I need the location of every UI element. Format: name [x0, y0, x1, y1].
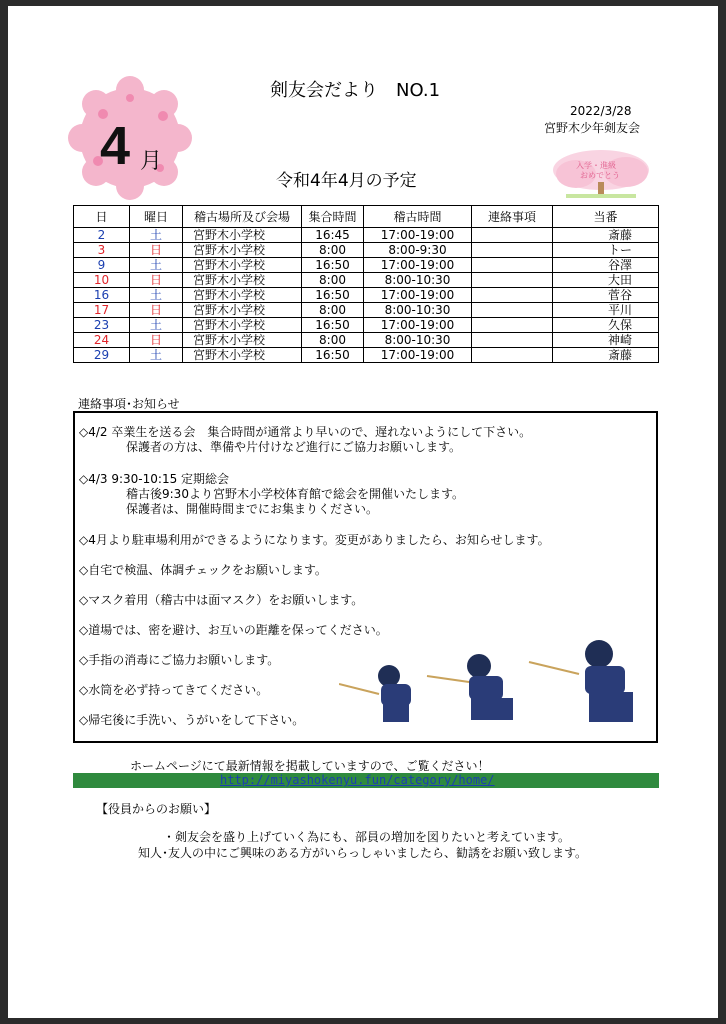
- table-row: [74, 258, 659, 273]
- practice-time-cell: 8:00-9:30: [364, 243, 472, 258]
- duty-cell: 菅谷: [553, 288, 659, 303]
- notice-item: [79, 713, 304, 728]
- gather-time-cell: 8:00: [302, 333, 364, 348]
- request-title: 【役員からのお願い】: [96, 802, 217, 816]
- note-cell: [472, 228, 553, 243]
- duty-cell: 大田: [553, 273, 659, 288]
- note-cell: [472, 243, 553, 258]
- weekday-cell: 土: [130, 258, 183, 273]
- notices-box: [73, 411, 658, 743]
- place-cell: 宮野木小学校: [183, 288, 302, 303]
- note-cell: [472, 303, 553, 318]
- col-day: 日: [74, 206, 130, 228]
- note-cell: [472, 273, 553, 288]
- notice-item: [79, 472, 464, 517]
- note-cell: [472, 333, 553, 348]
- notice-subline: 保護者は、開催時間までにお集まりください。: [126, 502, 379, 516]
- schedule-heading: 令和4年4月の予定: [276, 171, 417, 191]
- day-cell: 17: [74, 303, 130, 318]
- place-cell: 宮野木小学校: [183, 318, 302, 333]
- month-number: 4: [100, 116, 131, 176]
- kendo-players-illustration: [339, 634, 649, 734]
- gather-time-cell: 16:50: [302, 348, 364, 363]
- notice-item: [79, 563, 327, 578]
- notice-item: [79, 653, 279, 668]
- table-row: [74, 303, 659, 318]
- duty-cell: トー: [553, 243, 659, 258]
- notice-item: [79, 533, 550, 548]
- practice-time-cell: 8:00-10:30: [364, 333, 472, 348]
- place-cell: 宮野木小学校: [183, 258, 302, 273]
- duty-cell: 斎藤: [553, 228, 659, 243]
- day-cell: 3: [74, 243, 130, 258]
- day-cell: 10: [74, 273, 130, 288]
- weekday-cell: 日: [130, 333, 183, 348]
- notice-line: ◇水筒を必ず持ってきてください。: [79, 683, 269, 697]
- col-weekday: 曜日: [130, 206, 183, 228]
- day-cell: 29: [74, 348, 130, 363]
- notice-subline: 稽古後9:30より宮野木小学校体育館で総会を開催いたします。: [126, 487, 464, 501]
- place-cell: 宮野木小学校: [183, 273, 302, 288]
- gather-time-cell: 8:00: [302, 273, 364, 288]
- weekday-cell: 土: [130, 288, 183, 303]
- request-line-1: ・剣友会を盛り上げていく為にも、部員の増加を図りたいと考えています。: [163, 830, 571, 844]
- notice-item: [79, 593, 363, 608]
- weekday-cell: 日: [130, 243, 183, 258]
- schedule-table: [73, 205, 659, 363]
- practice-time-cell: 17:00-19:00: [364, 288, 472, 303]
- notice-item: [79, 425, 531, 455]
- table-header-row: [74, 206, 659, 228]
- practice-time-cell: 17:00-19:00: [364, 258, 472, 273]
- place-cell: 宮野木小学校: [183, 348, 302, 363]
- notice-line: ◇4/2 卒業生を送る会 集合時間が通常より早いので、遅れないようにして下さい。: [79, 425, 532, 439]
- notice-line: ◇手指の消毒にご協力お願いします。: [79, 653, 280, 667]
- table-row: [74, 333, 659, 348]
- table-row: [74, 318, 659, 333]
- table-row: [74, 243, 659, 258]
- col-practice-time: 稽古時間: [364, 206, 472, 228]
- request-line-2: 知人･友人の中にご興味のある方がいらっしゃいましたら、勧誘をお願い致します。: [138, 846, 588, 860]
- practice-time-cell: 8:00-10:30: [364, 303, 472, 318]
- duty-cell: 久保: [553, 318, 659, 333]
- gather-time-cell: 8:00: [302, 303, 364, 318]
- place-cell: 宮野木小学校: [183, 243, 302, 258]
- homepage-link[interactable]: http://miyashokenyu.fun/category/home/: [220, 773, 495, 787]
- homepage-notice: ホームページにて最新情報を掲載していますので、ご覧ください！: [130, 759, 490, 773]
- place-cell: 宮野木小学校: [183, 303, 302, 318]
- newsletter-title: 剣友会だより NO.1: [270, 80, 441, 101]
- practice-time-cell: 17:00-19:00: [364, 228, 472, 243]
- table-row: [74, 348, 659, 363]
- weekday-cell: 土: [130, 318, 183, 333]
- day-cell: 2: [74, 228, 130, 243]
- col-notes: 連絡事項: [472, 206, 553, 228]
- gather-time-cell: 8:00: [302, 243, 364, 258]
- col-duty: 当番: [553, 206, 659, 228]
- organization-name: 宮野木少年剣友会: [544, 121, 641, 135]
- notice-item: [79, 623, 388, 638]
- month-suffix: 月: [140, 149, 163, 174]
- notice-line: ◇4/3 9:30-10:15 定期総会: [79, 472, 230, 486]
- notices-label: 連絡事項･お知らせ: [78, 397, 180, 411]
- notice-line: ◇自宅で検温、体調チェックをお願いします。: [79, 563, 327, 577]
- gather-time-cell: 16:50: [302, 258, 364, 273]
- svg-text:入学・進級: 入学・進級: [576, 161, 616, 170]
- note-cell: [472, 288, 553, 303]
- notice-item: [79, 683, 268, 698]
- day-cell: 23: [74, 318, 130, 333]
- day-cell: 9: [74, 258, 130, 273]
- duty-cell: 谷澤: [553, 258, 659, 273]
- duty-cell: 斎藤: [553, 348, 659, 363]
- place-cell: 宮野木小学校: [183, 333, 302, 348]
- col-place: 稽古場所及び会場: [183, 206, 302, 228]
- notice-line: ◇道場では、密を避け、お互いの距離を保ってください。: [79, 623, 388, 637]
- blossom-tree-illustration: [546, 146, 656, 202]
- notice-subline: 保護者の方は、準備や片付けなど進行にご協力お願いします。: [126, 440, 462, 454]
- weekday-cell: 日: [130, 273, 183, 288]
- notice-line: ◇マスク着用（稽古中は面マスク）をお願いします。: [79, 593, 364, 607]
- gather-time-cell: 16:45: [302, 228, 364, 243]
- cherry-blossom-month-badge: [68, 76, 192, 200]
- day-cell: 24: [74, 333, 130, 348]
- duty-cell: 平川: [553, 303, 659, 318]
- weekday-cell: 土: [130, 228, 183, 243]
- weekday-cell: 土: [130, 348, 183, 363]
- note-cell: [472, 258, 553, 273]
- note-cell: [472, 318, 553, 333]
- gather-time-cell: 16:50: [302, 288, 364, 303]
- svg-text:おめでとう: おめでとう: [580, 171, 620, 180]
- table-row: [74, 288, 659, 303]
- notice-line: ◇帰宅後に手洗い、うがいをして下さい。: [79, 713, 305, 727]
- col-gather-time: 集合時間: [302, 206, 364, 228]
- issue-date: 2022/3/28: [570, 104, 632, 118]
- practice-time-cell: 8:00-10:30: [364, 273, 472, 288]
- place-cell: 宮野木小学校: [183, 228, 302, 243]
- practice-time-cell: 17:00-19:00: [364, 348, 472, 363]
- notice-line: ◇4月より駐車場利用ができるようになります。変更がありましたら、お知らせします。: [79, 533, 550, 547]
- duty-cell: 神崎: [553, 333, 659, 348]
- weekday-cell: 日: [130, 303, 183, 318]
- practice-time-cell: 17:00-19:00: [364, 318, 472, 333]
- note-cell: [472, 348, 553, 363]
- day-cell: 16: [74, 288, 130, 303]
- newsletter-page: [8, 6, 718, 1018]
- gather-time-cell: 16:50: [302, 318, 364, 333]
- table-row: [74, 273, 659, 288]
- table-row: [74, 228, 659, 243]
